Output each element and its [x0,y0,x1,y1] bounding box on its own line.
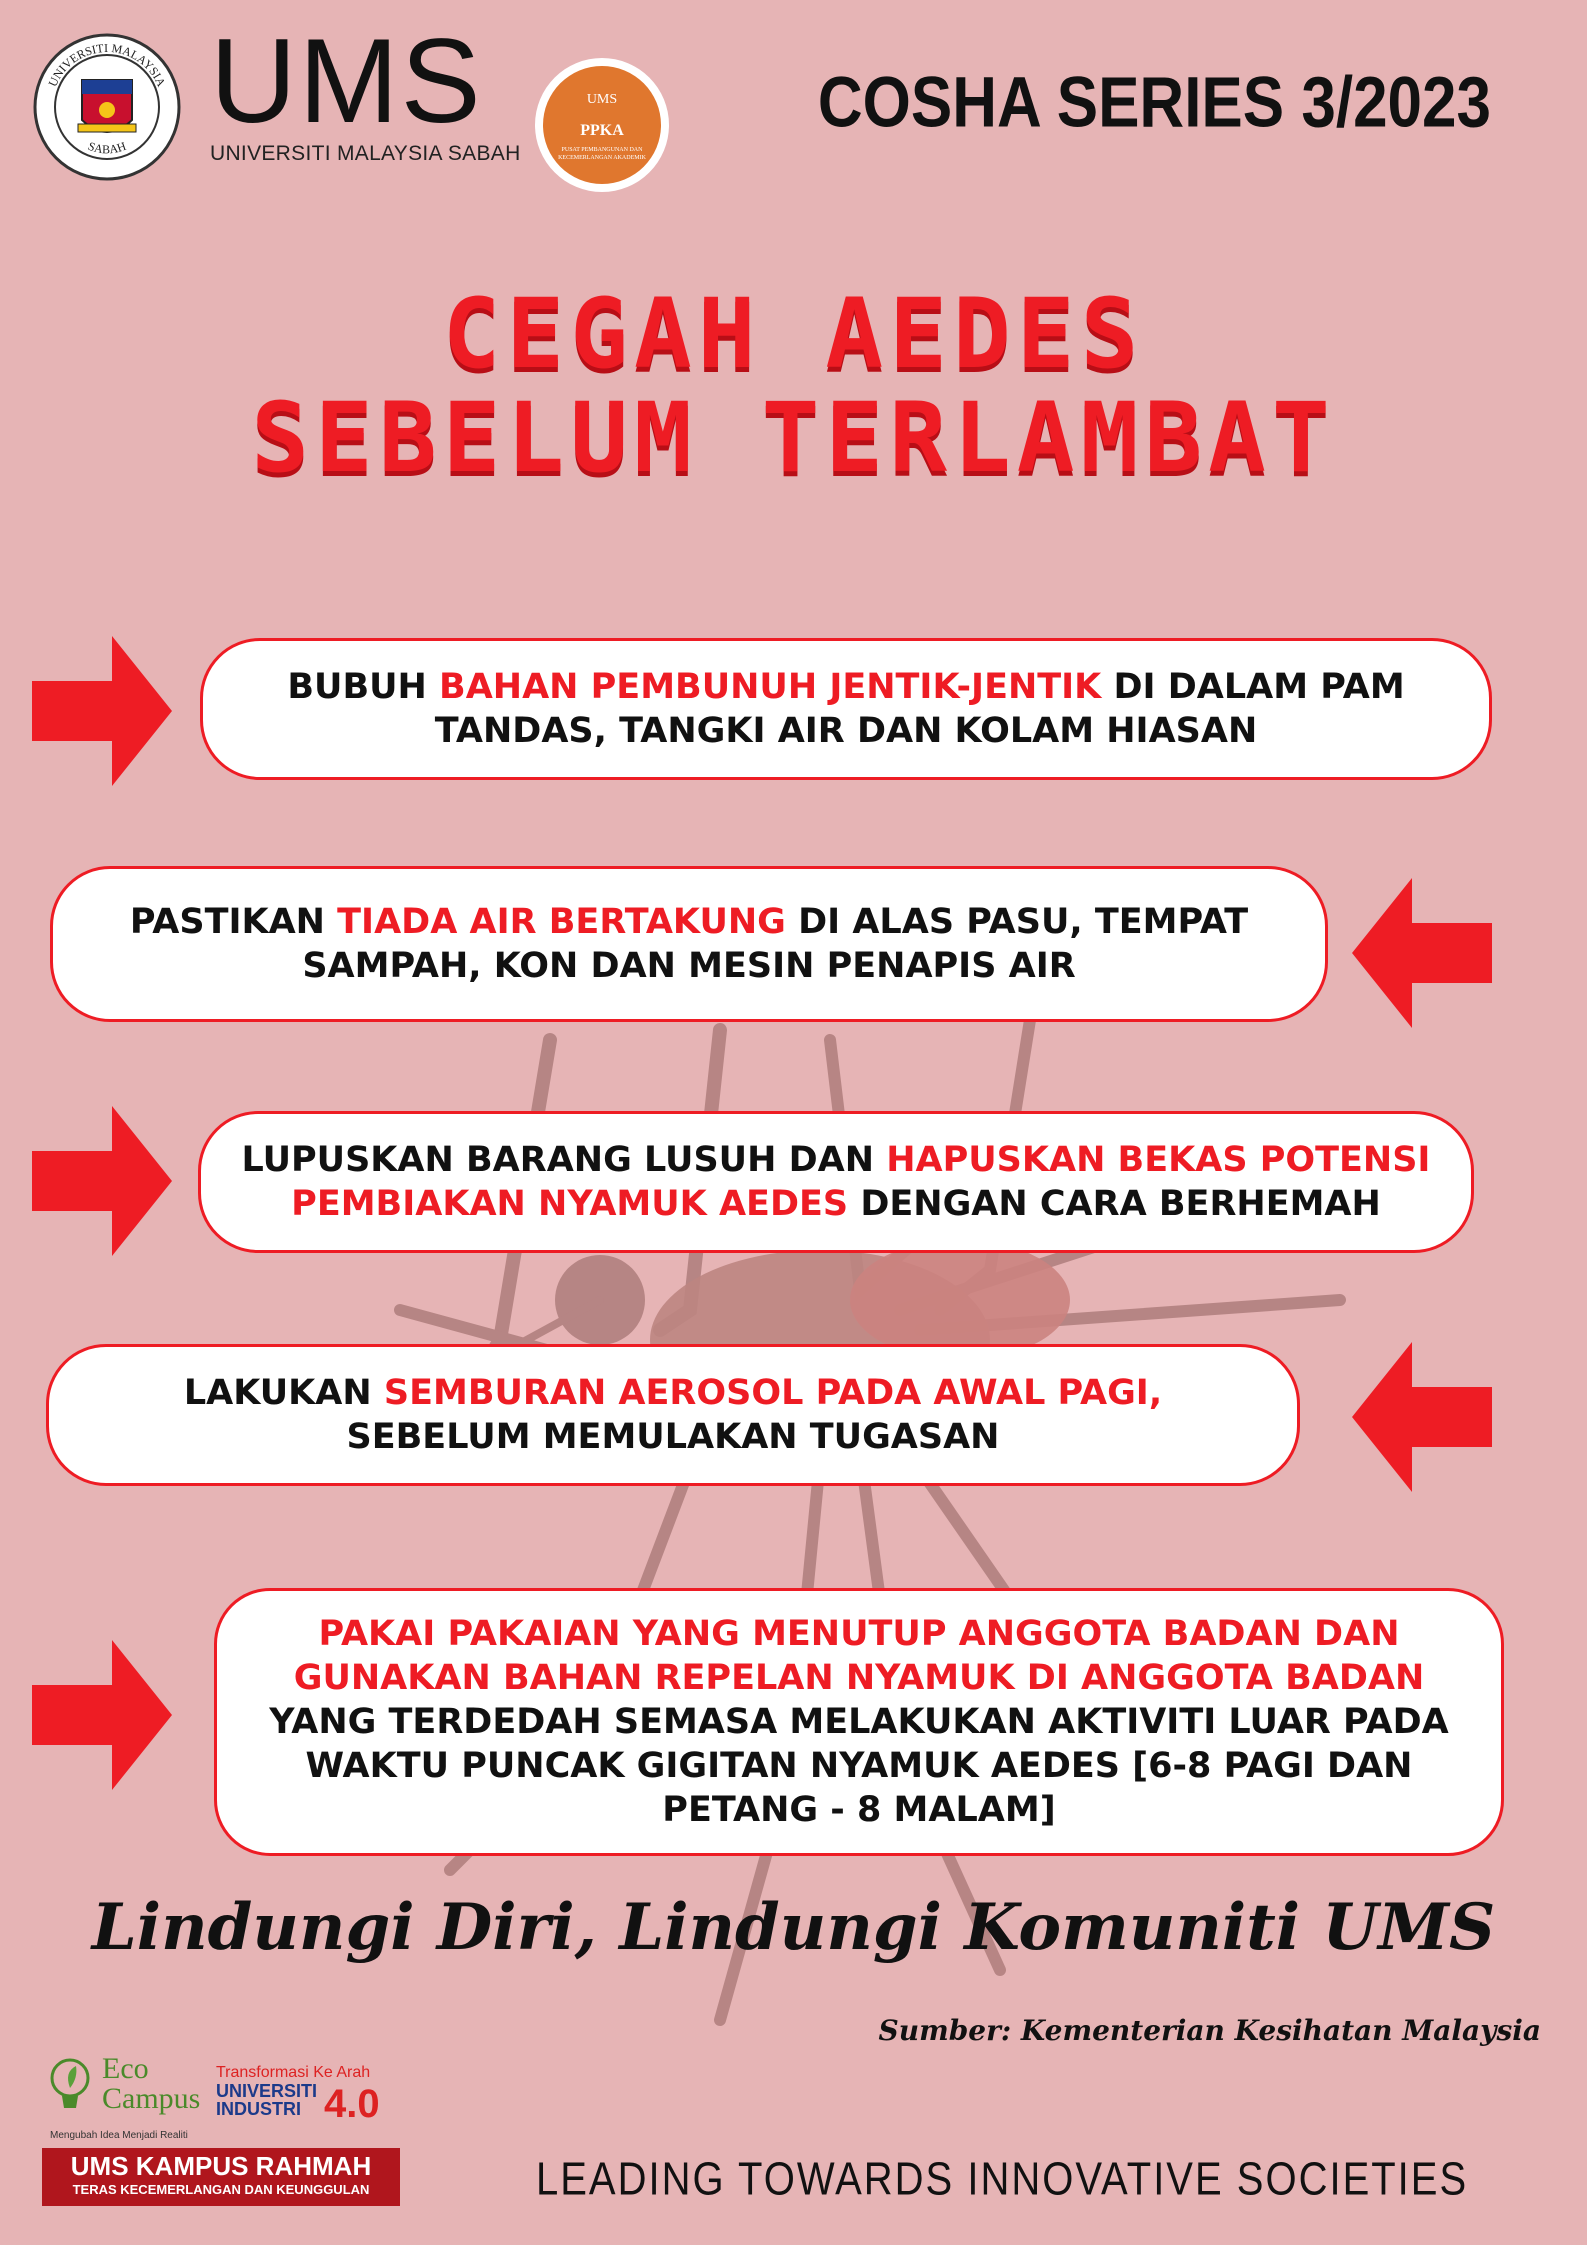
industri-bot: INDUSTRI [216,2099,301,2119]
kampus-rahmah-banner [42,2148,400,2206]
step-3-text: LUPUSKAN BARANG LUSUH DAN HAPUSKAN BEKAS POTENSI PEMBIAKAN NYAMUK AEDES DENGAN CARA BERHEMAH [241,1140,1431,1224]
ppka-name: PPKA [580,122,624,139]
step-2-highlight: TIADA AIR BERTAKUNG [337,902,786,942]
step-4-card [46,1344,1300,1486]
step-5-text: PAKAI PAKAIAN YANG MENUTUP ANGGOTA BADAN DAN GUNAKAN BAHAN REPELAN NYAMUK DI ANGGOTA BADAN YANG TERDEDAH SEMASA MELAKUKAN AKTIVITI LUAR PADA WAKTU PUNCAK GIGITAN NYAMUK AEDES [6-8 PAGI DAN PETANG - 8 MALAM] [269,1614,1449,1830]
arrow-left-icon [1352,878,1492,1028]
kampus-subtitle: TERAS KECEMERLANGAN DAN KEUNGGULAN [72,2182,370,2197]
eco-tagline: Mengubah Idea Menjadi Realiti [50,2130,188,2141]
step-5-card [214,1588,1504,1856]
ppka-small-ums: UMS [586,92,618,107]
arrow-right-icon [32,636,172,786]
title-line-2: SEBELUM TERLAMBAT [251,382,1336,494]
ums-logo-subtitle: UNIVERSITI MALAYSIA SABAH [210,142,521,165]
seal-text-top: UNIVERSITI MALAYSIA [45,40,169,89]
universiti-industri-logo [216,2064,386,2126]
step-2-card [50,866,1328,1022]
source-credit: Sumber: Kementerian Kesihatan Malaysia [878,2014,1541,2047]
slogan: Lindungi Diri, Lindungi Komuniti UMS [91,1890,1496,1965]
series-label: COSHA SERIES 3/2023 [817,63,1491,143]
eco-line-2: Campus [102,2082,201,2115]
ums-logo-text: UMS [210,14,483,148]
industri-mid: UNIVERSITI [216,2081,318,2101]
step-1-card [200,638,1492,780]
lightbulb-leaf-icon [42,2048,102,2128]
step-4-highlight: SEMBURAN AEROSOL PADA AWAL PAGI, [383,1373,1163,1413]
industri-top: Transformasi Ke Arah [216,2064,371,2081]
arrow-right-icon [32,1106,172,1256]
step-4-text: LAKUKAN SEMBURAN AEROSOL PADA AWAL PAGI, SEBELUM MEMULAKAN TUGASAN [183,1373,1163,1457]
ppka-logo [535,58,669,192]
eco-line-1: Eco [102,2052,149,2085]
step-3-card [198,1111,1474,1253]
title-line-1: CEGAH AEDES [442,278,1145,390]
eco-campus-logo [42,2048,202,2128]
industri-number: 4.0 [324,2082,380,2126]
step-1-text: BUBUH BAHAN PEMBUNUH JENTIK-JENTIK DI DALAM PAM TANDAS, TANGKI AIR DAN KOLAM HIASAN [287,667,1405,751]
step-2-text: PASTIKAN TIADA AIR BERTAKUNG DI ALAS PASU, TEMPAT SAMPAH, KON DAN MESIN PENAPIS AIR [129,902,1249,986]
step-3-highlight: HAPUSKAN BEKAS POTENSI PEMBIAKAN NYAMUK AEDES [291,1140,1431,1224]
arrow-left-icon [1352,1342,1492,1492]
step-1-highlight: BAHAN PEMBUNUH JENTIK-JENTIK [439,667,1102,707]
ums-wordmark [210,14,530,166]
step-5-highlight: PAKAI PAKAIAN YANG MENUTUP ANGGOTA BADAN DAN GUNAKAN BAHAN REPELAN NYAMUK DI ANGGOTA BADAN [293,1614,1425,1698]
seal-text-bottom: SABAH [86,138,128,157]
ums-seal-logo [32,32,182,182]
ppka-description: PUSAT PEMBANGUNAN DAN KECEMERLANGAN AKADEMIK [558,147,646,161]
kampus-title: UMS KAMPUS RAHMAH [70,2151,372,2181]
arrow-right-icon [32,1640,172,1790]
leading-tagline: LEADING TOWARDS INNOVATIVE SOCIETIES [536,2154,1469,2205]
